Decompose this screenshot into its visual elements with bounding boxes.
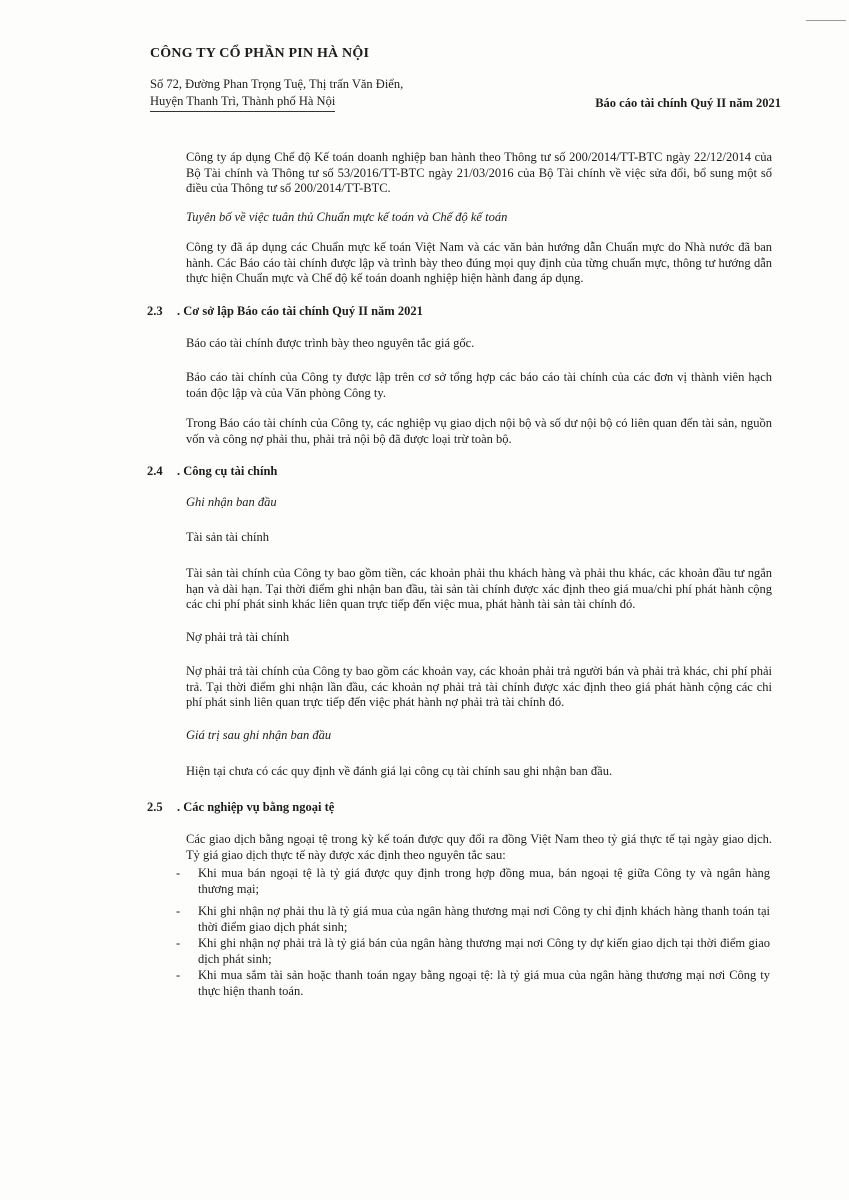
- report-title: Báo cáo tài chính Quý II năm 2021: [595, 96, 781, 110]
- subsequent-measurement-heading: Giá trị sau ghi nhận ban đầu: [186, 728, 332, 742]
- company-header: [150, 46, 403, 112]
- bullet-marker: -: [176, 866, 181, 880]
- subsequent-measurement-paragraph: Hiện tại chưa có các quy định về đánh giá lại công cụ tài chính sau ghi nhận ban đầu.: [186, 764, 613, 778]
- section-2-4-number: 2.4: [147, 464, 163, 478]
- fx-bullet-1: Khi mua bán ngoại tệ là tỷ giá được quy định trong hợp đồng mua, bán ngoại tệ giữa Công ty và ngân hàng thương mại;: [198, 866, 770, 896]
- financial-assets-heading: Tài sản tài chính: [186, 530, 269, 544]
- section-2-3-paragraph-1: Báo cáo tài chính được trình bày theo nguyên tắc giá gốc.: [186, 336, 475, 350]
- financial-liabilities-heading: Nợ phải trả tài chính: [186, 630, 290, 644]
- regime-paragraph: Công ty áp dụng Chế độ Kế toán doanh nghiệp ban hành theo Thông tư số 200/2014/TT-BTC ngày 22/12/2014 của Bộ Tài chính và Thông tư số 53/2016/TT-BTC ngày 21/03/2016 của Bộ Tài chính về việc sửa đổi, bổ sung một số điều của Thông tư số 200/2014/TT-BTC.: [186, 150, 772, 195]
- scan-mark: [806, 20, 846, 21]
- compliance-heading: Tuyên bố về việc tuân thủ Chuẩn mực kế toán và Chế độ kế toán: [186, 210, 508, 224]
- financial-assets-paragraph: Tài sản tài chính của Công ty bao gồm tiền, các khoản phải thu khách hàng và phải thu khác, các khoản đầu tư ngắn hạn và dài hạn. Tại thời điểm ghi nhận ban đầu, tài sản tài chính được xác định theo giá mua/chi phí phát hành cộng các chi phí phát sinh khác liên quan trực tiếp đến việc mua, phát hành tài sản tài chính đó.: [186, 566, 772, 611]
- section-2-4-title: . Công cụ tài chính: [177, 464, 278, 478]
- address-line-2: Huyện Thanh Trì, Thành phố Hà Nội: [150, 93, 335, 112]
- section-2-3-title: . Cơ sở lập Báo cáo tài chính Quý II năm 2021: [177, 304, 423, 318]
- section-2-5-intro: Các giao dịch bằng ngoại tệ trong kỳ kế toán được quy đổi ra đồng Việt Nam theo tỷ giá thực tế tại ngày giao dịch. Tỷ giá giao dịch thực tế này được xác định theo nguyên tắc sau:: [186, 832, 772, 862]
- section-2-3-paragraph-2: Báo cáo tài chính của Công ty được lập trên cơ sở tổng hợp các báo cáo tài chính của các đơn vị thành viên hạch toán độc lập và của Văn phòng Công ty.: [186, 370, 772, 400]
- bullet-marker: -: [176, 936, 181, 950]
- bullet-marker: -: [176, 968, 181, 982]
- section-2-3-number: 2.3: [147, 304, 163, 318]
- initial-recognition-heading: Ghi nhận ban đầu: [186, 495, 277, 509]
- fx-bullet-3: Khi ghi nhận nợ phải trả là tỷ giá bán của ngân hàng thương mại nơi Công ty dự kiến giao dịch tại thời điểm giao dịch phát sinh;: [198, 936, 770, 966]
- fx-bullet-4: Khi mua sắm tài sản hoặc thanh toán ngay bằng ngoại tệ: là tỷ giá mua của ngân hàng thương mại nơi Công ty thực hiện thanh toán.: [198, 968, 770, 998]
- section-2-3-paragraph-3: Trong Báo cáo tài chính của Công ty, các nghiệp vụ giao dịch nội bộ và số dư nội bộ có liên quan đến tài sản, nguồn vốn và công nợ phải thu, phải trả nội bộ đã được loại trừ toàn bộ.: [186, 416, 772, 446]
- address-line-1: Số 72, Đường Phan Trọng Tuệ, Thị trấn Văn Điển,: [150, 77, 404, 91]
- fx-bullet-2: Khi ghi nhận nợ phải thu là tỷ giá mua của ngân hàng thương mại nơi Công ty chỉ định khách hàng thanh toán tại thời điểm giao dịch phát sinh;: [198, 904, 770, 934]
- section-2-5-title: . Các nghiệp vụ bằng ngoại tệ: [177, 800, 335, 814]
- section-2-5-number: 2.5: [147, 800, 163, 814]
- compliance-paragraph: Công ty đã áp dụng các Chuẩn mực kế toán Việt Nam và các văn bản hướng dẫn Chuẩn mực do Nhà nước đã ban hành. Các Báo cáo tài chính được lập và trình bày theo đúng mọi quy định của từng chuẩn mực, thông tư hướng dẫn thực hiện Chuẩn mực và Chế độ kế toán doanh nghiệp hiện hành đang áp dụng.: [186, 240, 772, 285]
- company-name: CÔNG TY CỔ PHẦN PIN HÀ NỘI: [150, 46, 370, 61]
- financial-liabilities-paragraph: Nợ phải trả tài chính của Công ty bao gồm các khoản vay, các khoản phải trả người bán và phải trả khác, chi phí phải trả. Tại thời điểm ghi nhận lần đầu, các khoản nợ phải trả tài chính được xác định theo giá phát hành cộng các chi phí phát sinh liên quan trực tiếp đến việc phát hành nợ phải trả tài chính đó.: [186, 664, 773, 709]
- bullet-marker: -: [176, 904, 181, 918]
